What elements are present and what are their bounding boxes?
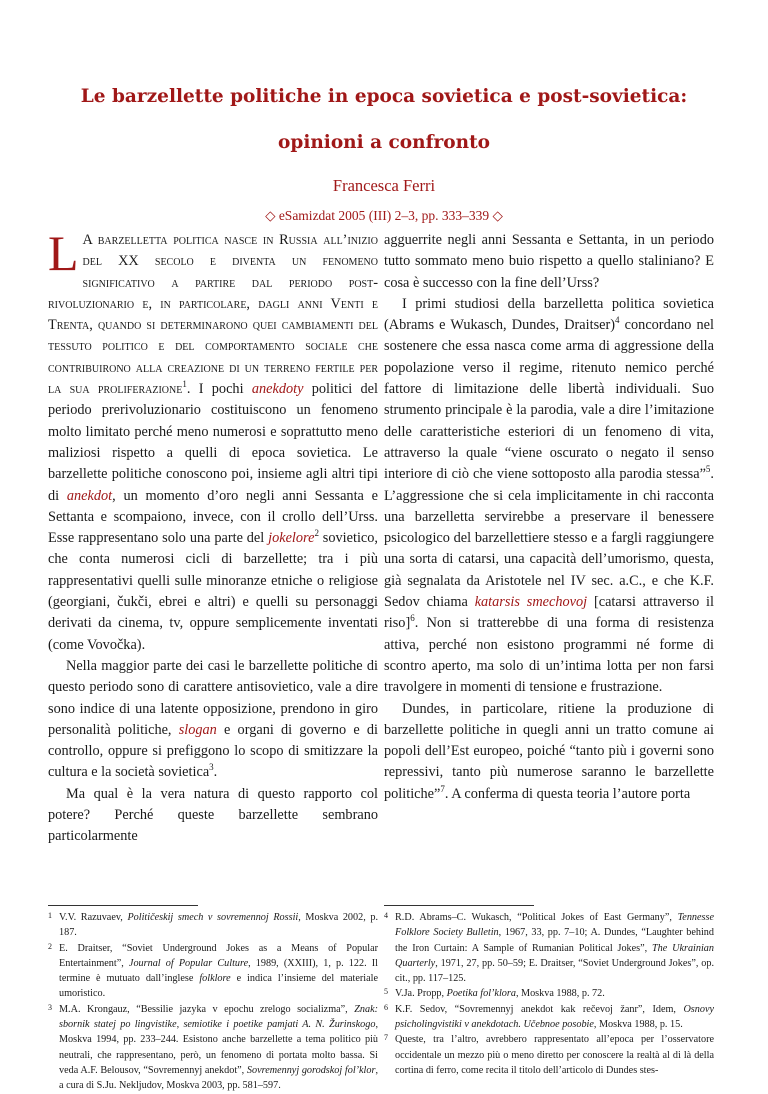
term-jokelore: jokelore [268,530,315,547]
paragraph-2: Nella maggior parte dei casi le barzellette politiche di questo periodo sono di carattere antisovietico, vale a dire sono indice di una latente opposizione, prendono in giro personalità politiche, slogan e organi di governo e di controllo, oppure si prefiggono lo scopo di smitizzare la cultura e la società sovietica$^3$. [48,657,378,781]
paragraph-4: agguerrite negli anni Sessanta e Settanta, in un periodo tutto sommato meno buio rispetto a quello staliniano? E cosa è successo con la fine dell’Urss? [384,232,714,291]
footnote-7: 7 Queste, tra l’altro, avrebbero rappresentato all’epoca per l’osservatore occidentale un mezzo più o meno diretto per conoscere la realtà al di là della cortina di ferro, come recita il titolo dell’articolo di Dundes stes- [384,1033,714,1076]
footnote-rule-left [48,905,198,906]
paragraph-5: I primi studiosi della barzelletta politica sovietica (Abrams e Wukasch, Dundes, Draitser)$^4$ concordano nel sostenere che essa nasca come arma di aggressione della popolazione verso il regime, ritenuto nemico perché fattore di limitazione delle libertà individuali. Suo strumento principale è la parodia, vale a dire l’imitazione delle caratteristiche esteriori di un fenomeno di vita, attraverso la quale “viene oscurato o negato il senso interiore di ciò che viene sottoposto alla parodia stessa”$^5$. L’aggressione che si cela implicitamente in chi racconta una barzelletta servirebbe a preservare il benessere psicologico del barzellettiere stesso e a fargli raggiungere una sorta di catarsi, una capacità dell’umorismo, questa, già segnalata da Aristotele nel IV sec. a.C., e che K.F. Sedov chiama katarsis smechovoj [catarsi attraverso il riso]$^6$. Non si tratterebbe di una forma di resistenza attiva, perché non esistono programmi né forme di scontro aperto, ma solo di un’intima lotta per non farsi travolgere in momenti di tensione e frustrazione. [384,295,714,696]
term-slogan: slogan [178,721,217,738]
footnote-4: 4 R.D. Abrams–C. Wukasch, “Political Jokes of East Germany”, Tennesse Folklore Society Bulletin, 1967, 33, pp. 7–10; A. Dundes, “Laughter behind the Iron Curtain: A Sample of Rumanian Political Jokes”, The Ukrainian Quarterly, 1971, 27, pp. 50–59; E. Draitser, “Soviet Underground Jokes”, op. cit., pp. 117–125. [384,911,714,985]
left-column [48,225,378,848]
paragraph-1: L A barzelletta politica nasce in Russia all’inizio del XX secolo e diventa un fenomeno significativo a partire dal periodo post-rivoluzionario e, in particolare, dagli anni Venti e Trenta, quando si determinarono quei cambiamenti del tessuto politico e del comportamento sociale che contribuirono alla creazione di un terreno fertile per la sua proliferazione$^1$. I pochi anekdoty politici del periodo prerivoluzionario costituiscono un fenomeno molto limitato perché meno numerosi e soprattutto meno maliziosi rispetto a quelli di epoca sovietica. Le barzellette politiche conoscono poi, insieme agli altri tipi di anekdot, un momento d’oro negli anni Sessanta e Settanta e scompaiono, invece, con il crollo dell’Urss. Esse rappresentano solo una parte del jokelore$^2$ sovietico, che conta numerosi cicli di barzellette; tra i più rappresentativi quelli sulle minoranze etniche o religiose (georgiani, čukči, ebrei e altri) e quelli su personaggi derivati da cinema, tv, oppure semplicemente inventati (come Vovočka). [48,225,378,653]
footnotes-left [48,910,378,1094]
term-anekdoty: anekdoty [251,381,304,398]
author-name: Francesca Ferri [332,176,436,195]
title-line-1: Le barzellette politiche in epoca sovietica e post-sovietica: [80,86,688,107]
footnote-6: 6 K.F. Sedov, “Sovremennyj anekdot kak rečevoj žanr”, Idem, Osnovy psicholingvistiki v anekdotach. Učebnoe posobie, Moskva 1988, p. 15. [384,1002,714,1031]
footnote-ref-7[interactable]: 7 [440,783,445,794]
footnote-2: 2 E. Draitser, “Soviet Underground Jokes as a Means of Popular Entertainment”, Journal of Popular Culture, 1989, (XXIII), 1, p. 122. Il termine è mutuato dall’inglese folklore e indica l’insieme del materiale umoristico. [48,941,378,1000]
footnote-ref-6[interactable]: 6 [410,613,415,624]
footnote-5: 5 V.Ja. Propp, Poetika fol’klora, Moskva 1988, p. 72. [384,987,605,1000]
right-column [384,230,714,805]
footnote-ref-1[interactable]: 1 [182,379,187,390]
footnote-ref-3[interactable]: 3 [209,762,214,773]
footnote-3: 3 M.A. Krongauz, “Bessilie jazyka v epochu zrelogo socializma”, Znak: sbornik statej po lingvistike, semiotike i poetike pamjati A. N. Žurinskogo, Moskva 1994, pp. 233–244. Esistono anche barzellette a tema politico più neutrali, che rappresentano, però, un fenomeno di portata molto bassa. Si veda A.F. Belousov, “Sovremennyj anekdot”, Sovremennyj gorodskoj fol’klor, a cura di S.Ju. Nekljudov, Moskva 2003, pp. 581–597. [48,1002,378,1092]
paragraph-3: Ma qual è la vera natura di questo rapporto col potere? Perché queste barzellette sembrano particolarmente [48,785,378,845]
paragraph-6: Dundes, in particolare, ritiene la produzione di barzellette politiche in quegli anni un tratto comune ai popoli dell’Est europeo, poiché “tanto più i governi sono repressivi, tanto più numerose saranno le barzellette politiche”$^7$. A conferma di questa teoria l’autore porta [384,700,714,802]
footnote-rule-right [384,905,534,906]
drop-cap: L [48,225,79,281]
footnote-ref-2[interactable]: 2 [314,528,319,539]
term-anekdot: anekdot [66,487,113,504]
term-katarsis: katarsis smechovoj [474,594,588,611]
footnote-ref-5[interactable]: 5 [705,464,711,475]
footnote-1: 1 V.V. Razuvaev, Političeskij smech v sovremennoj Rossii, Moskva 2002, p. 187. [48,911,378,939]
footnotes-right [384,910,714,1078]
footnote-ref-4[interactable]: 4 [615,315,620,326]
article-title [60,74,708,166]
source-citation: ◇ eSamizdat 2005 (III) 2–3, pp. 333–339 ◇ [265,208,503,223]
title-line-2: opinioni a confronto [278,132,490,153]
